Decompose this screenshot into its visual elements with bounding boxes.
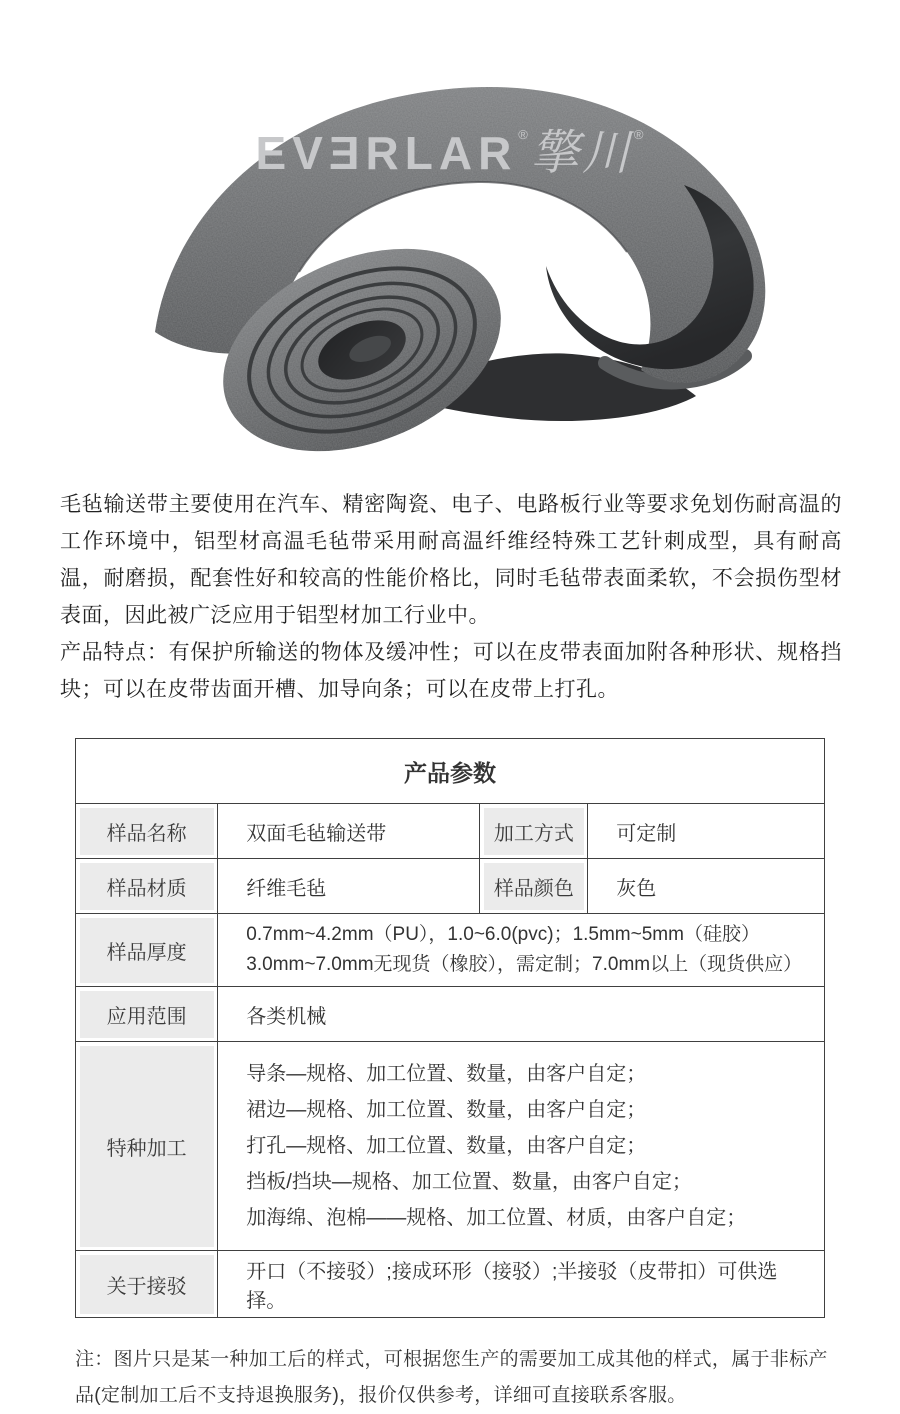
row-value: 灰色 — [588, 859, 825, 914]
table-row — [76, 914, 825, 987]
row-value: 双面毛毡输送带 — [218, 804, 480, 859]
table-title-row — [76, 739, 825, 804]
felt-belt-photo — [100, 60, 800, 480]
row-label: 关于接驳 — [76, 1251, 218, 1318]
table-row — [76, 804, 825, 859]
product-description — [60, 486, 842, 708]
row-label: 样品厚度 — [76, 914, 218, 987]
row-label: 应用范围 — [76, 987, 218, 1042]
thickness-line: 0.7mm~4.2mm（PU），1.0~6.0(pvc)；1.5mm~5mm（硅胶） — [246, 924, 760, 945]
brand-chinese-name: 擎川 — [530, 127, 633, 180]
row-value: 开口（不接驳）;接成环形（接驳）;半接驳（皮带扣）可供选择。 — [218, 1251, 825, 1318]
features-paragraph: 产品特点：有保护所输送的物体及缓冲性；可以在皮带表面加附各种形状、规格挡块；可以在皮带齿面开槽、加导向条；可以在皮带上打孔。 — [60, 641, 842, 701]
product-parameters-table — [75, 738, 825, 1318]
row-value: 可定制 — [588, 804, 825, 859]
special-processing-line: 打孔—规格、加工位置、数量，由客户自定； — [246, 1135, 647, 1157]
table-row — [76, 1251, 825, 1318]
registered-mark-icon: ® — [633, 127, 644, 142]
disclaimer-note: 注：图片只是某一种加工后的样式，可根据您生产的需要加工成其他的样式，属于非标产品(定制加工后不支持退换服务)，报价仅供参考，详细可直接联系客服。 — [75, 1349, 828, 1406]
table-row — [76, 1042, 825, 1251]
special-processing-line: 挡板/挡块—规格、加工位置、数量，由客户自定； — [246, 1171, 692, 1193]
product-photo-section — [0, 0, 900, 480]
row-value: 纤维毛毡 — [218, 859, 480, 914]
row-label: 样品名称 — [76, 804, 218, 859]
row-value — [218, 1042, 825, 1251]
row-label: 样品颜色 — [480, 859, 588, 914]
row-value: 各类机械 — [218, 987, 825, 1042]
special-processing-line: 裙边—规格、加工位置、数量，由客户自定； — [246, 1099, 647, 1121]
description-paragraph: 毛毡输送带主要使用在汽车、精密陶瓷、电子、电路板行业等要求免划伤耐高温的工作环境中，铝型材高温毛毡带采用耐高温纤维经特殊工艺针刺成型，具有耐高温，耐磨损，配套性好和较高的性能价格比，同时毛毡带表面柔软，不会损伤型材表面，因此被广泛应用于铝型材加工行业中。 — [60, 493, 842, 627]
row-label: 加工方式 — [480, 804, 588, 859]
row-value — [218, 914, 825, 987]
thickness-line: 3.0mm~7.0mm无现货（橡胶），需定制；7.0mm以上（现货供应） — [246, 954, 803, 975]
table-title: 产品参数 — [76, 739, 825, 804]
row-label: 样品材质 — [76, 859, 218, 914]
table-row — [76, 859, 825, 914]
brand-wordmark: EVƎRLAR — [255, 127, 518, 179]
table-row — [76, 987, 825, 1042]
registered-mark-icon: ® — [518, 127, 528, 142]
row-label: 特种加工 — [76, 1042, 218, 1251]
special-processing-line: 加海绵、泡棉——规格、加工位置、材质，由客户自定； — [246, 1207, 747, 1229]
felt-texture — [100, 60, 800, 480]
special-processing-line: 导条—规格、加工位置、数量，由客户自定； — [246, 1063, 647, 1085]
